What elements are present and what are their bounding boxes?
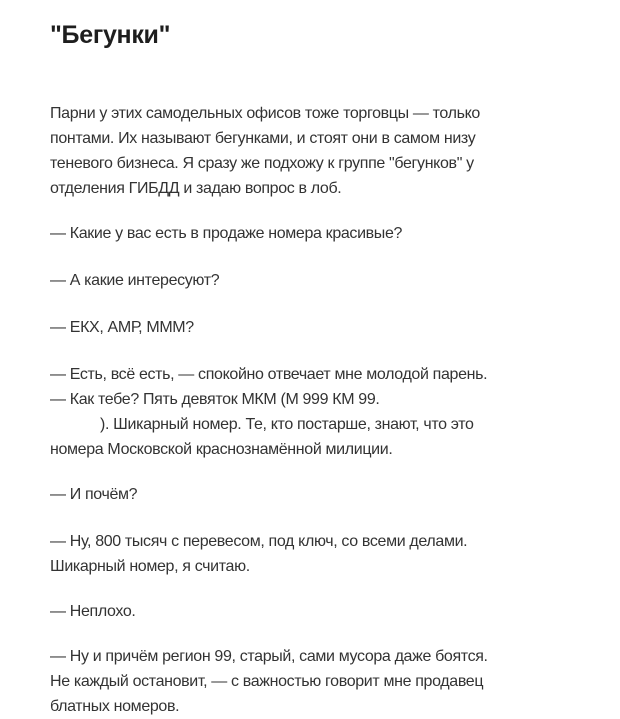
intro-line: Парни у этих самодельных офисов тоже торговцы — только — [50, 105, 480, 122]
dialogue-line: Шикарный номер, я считаю. — [50, 558, 250, 575]
article-title: "Бегунки" — [50, 21, 171, 49]
intro-line: теневого бизнеса. Я сразу же подхожу к группе "бегунков" у — [50, 155, 474, 172]
dialogue-paragraph — [50, 387, 580, 462]
dialogue-line: — И почём? — [50, 486, 138, 503]
dialogue-line: — Как тебе? Пять девяток МКМ (М 999 КМ 99. — [50, 391, 380, 408]
dialogue-line: — Ну и причём регион 99, старый, сами мусора даже боятся. — [50, 648, 488, 665]
dialogue-line: — Неплохо. — [50, 603, 136, 620]
dialogue-line: — Ну, 800 тысяч с перевесом, под ключ, со всеми делами. — [50, 533, 468, 550]
dialogue-line: — Есть, всё есть, — спокойно отвечает мне молодой парень. — [50, 366, 488, 383]
intro-paragraph — [50, 101, 580, 201]
dialogue-line: — ЕКХ, АМР, МММ? — [50, 319, 194, 336]
dialogue-line: — Какие у вас есть в продаже номера красивые? — [50, 225, 403, 242]
dialogue-line: Не каждый остановит, — с важностью говорит мне продавец — [50, 673, 484, 690]
dialogue-line: блатных номеров. — [50, 698, 180, 715]
dialogue-line: номера Московской краснознамённой милиции. — [50, 441, 393, 458]
dialogue-paragraph — [50, 529, 580, 579]
intro-line: отделения ГИБДД и задаю вопрос в лоб. — [50, 180, 342, 197]
dialogue-line: ). Шикарный номер. Те, кто постарше, знают, что это — [100, 416, 474, 433]
dialogue-line: — А какие интересуют? — [50, 272, 220, 289]
intro-line: понтами. Их называют бегунками, и стоят они в самом низу — [50, 130, 476, 147]
article-body — [50, 101, 580, 719]
dialogue-paragraph — [50, 644, 580, 719]
